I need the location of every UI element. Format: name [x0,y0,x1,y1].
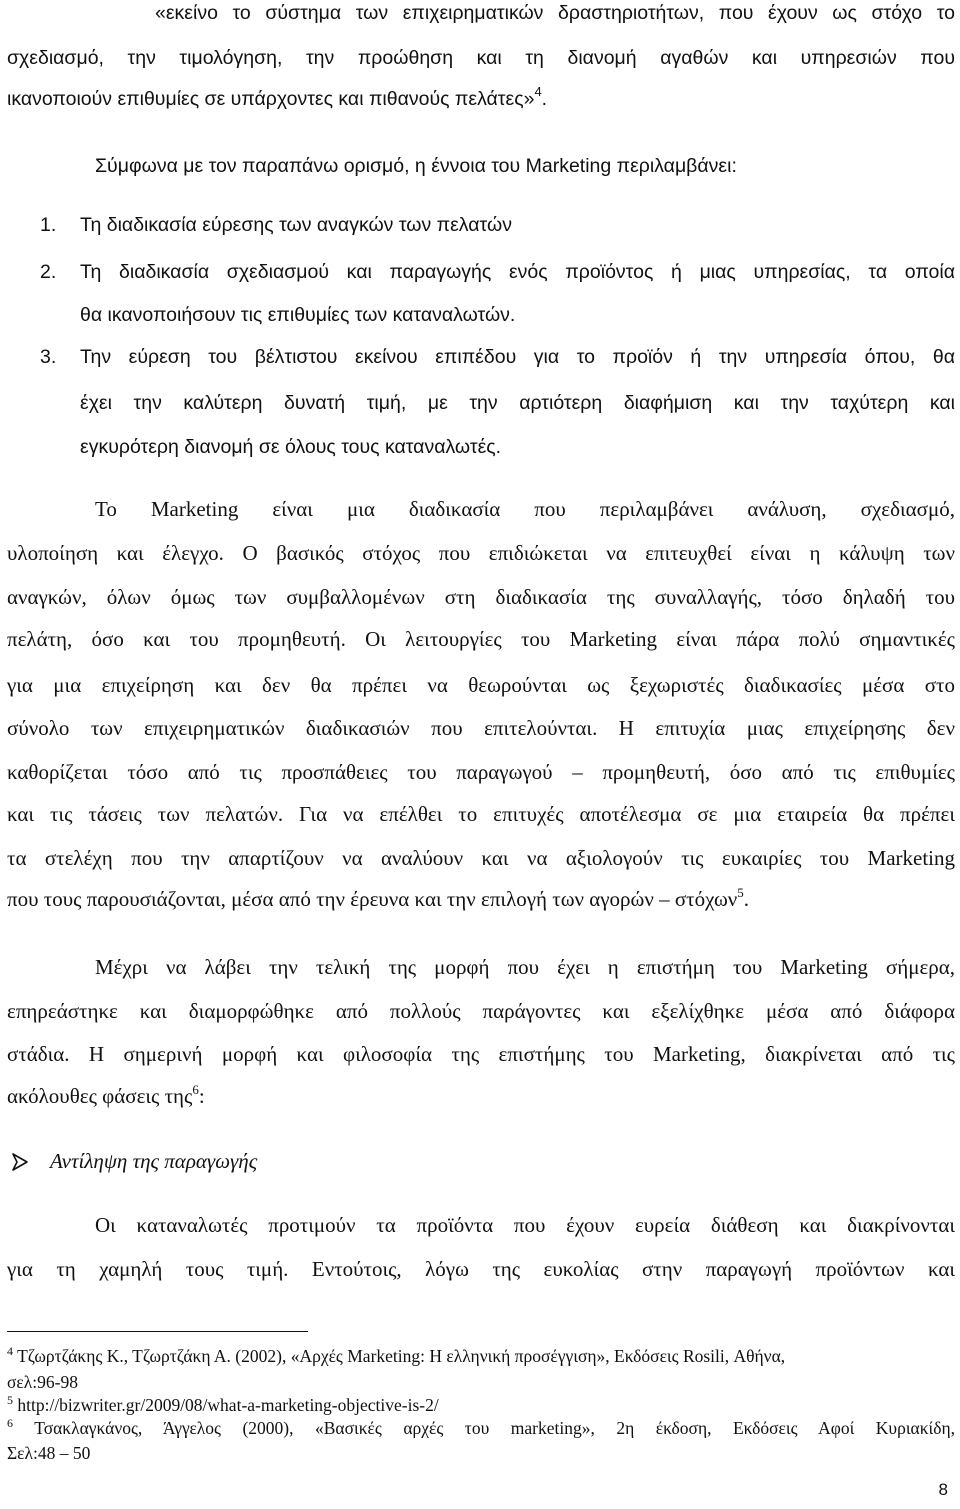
para1-line-5: για μια επιχείρηση και δεν θα πρέπει να θεωρούνται ως ξεχωριστές διαδικασίες μέσα στο [7,673,955,697]
list-item-3-number: 3. [40,346,57,368]
footnote-5-link[interactable]: http://bizwriter.gr/2009/08/what-a-marketing-objective-is-2/ [17,1395,439,1415]
para1-line-4: πελάτη, όσο και του προμηθευτή. Οι λειτουργίες του Marketing είναι πάρα πολύ σημαντικές [7,627,955,651]
intro-line: Σύμφωνα με τον παραπάνω ορισμό, η έννοια του Marketing περιλαμβάνει: [95,155,737,177]
footnote-6-line-2: Σελ:48 – 50 [7,1443,91,1463]
footnote-ref-5: 5 [737,885,744,900]
para3-line-1: Οι καταναλωτές προτιμούν τα προϊόντα που έχουν ευρεία διάθεση και διακρίνονται [95,1213,955,1237]
arrow-bullet-icon [10,1152,30,1172]
para2-line-4: ακόλουθες φάσεις της$^6$: [7,1082,205,1108]
list-item-1-number: 1. [40,214,57,236]
para1-line-6: σύνολο των επιχειρηματικών διαδικασιών που επιτελούνται. Η επιτυχία μιας επιχείρησης δεν [7,716,955,740]
footnote-ref-6: 6 [192,1082,199,1097]
para1-line-10: που τους παρουσιάζονται, μέσα από την έρευνα και την επιλογή των αγορών – στόχων$^5$. [7,885,750,911]
footnote-4-line-2: σελ:96-98 [7,1372,78,1392]
quote-line-2: σχεδιασμό, την τιμολόγηση, την προώθηση και τη διανομή αγαθών και υπηρεσιών που [7,47,955,69]
para3-line-2: για τη χαμηλή τους τιμή. Εντούτοις, λόγω της ευκολίας στην παραγωγή προϊόντων και [7,1257,955,1281]
list-item-3-line-1: Την εύρεση του βέλτιστου εκείνου επιπέδου για το προϊόν ή την υπηρεσία όπου, θα [80,346,955,368]
quote-line-1: «εκείνο το σύστημα των επιχειρηματικών δραστηριοτήτων, που έχουν ως στόχο το [155,2,955,24]
para2-line-3: στάδια. Η σημερινή μορφή και φιλοσοφία της επιστήμης του Marketing, διακρίνεται από τις [7,1042,955,1066]
list-item-2-number: 2. [40,261,57,283]
list-item-2-line-1: Τη διαδικασία σχεδιασμού και παραγωγής ενός προϊόντος ή μιας υπηρεσίας, τα οποία [80,261,955,283]
para1-line-3: αναγκών, όλων όμως των συμβαλλομένων στη διαδικασία της συναλλαγής, τόσο δηλαδή του [7,585,955,609]
footnote-4-line-1: $^4$ Τζωρτζάκης Κ., Τζωρτζάκη Α. (2002), «Αρχές Marketing: Η ελληνική προσέγγιση», Εκδόσεις Rosili, Αθήνα, [7,1344,786,1366]
para1-line-2: υλοποίηση και έλεγχο. Ο βασικός στόχος που επιδιώκεται να επιτευχθεί είναι η κάλυψη των [7,541,955,565]
footnote-ref-4: 4 [534,84,542,99]
footnote-6-line-1: $^6$ Τσακλαγκάνος, Άγγελος (2000), «Βασικές αρχές του marketing», 2η έκδοση, Εκδόσεις Αφοί Κυριακίδη, [7,1416,955,1438]
list-item-2-line-2: θα ικανοποιήσουν τις επιθυμίες των καταναλωτών. [80,304,516,326]
list-item-3-line-2: έχει την καλύτερη δυνατή τιμή, με την αρτιότερη διαφήμιση και την ταχύτερη και [80,392,955,414]
page-number: 8 [938,1480,948,1499]
footnote-5: $^5$ http://bizwriter.gr/2009/08/what-a-marketing-objective-is-2/ [7,1393,439,1415]
quote-line-3: ικανοποιούν επιθυμίες σε υπάρχοντες και πιθανούς πελάτες»$^4$. [7,84,548,110]
bullet-heading: Αντίληψη της παραγωγής [50,1149,258,1173]
para1-line-9: τα στελέχη που την απαρτίζουν να αναλύουν και να αξιολογούν τις ευκαιρίες του Marketing [7,846,955,870]
para2-line-2: επηρεάστηκε και διαμορφώθηκε από πολλούς παράγοντες και εξελίχθηκε μέσα από διάφορα [7,999,955,1023]
para1-line-7: καθορίζεται τόσο από τις προσπάθειες του παραγωγού – προμηθευτή, όσο από τις επιθυμίες [7,760,955,784]
footnote-separator [7,1331,308,1332]
list-item-3-line-3: εγκυρότερη διανομή σε όλους τους καταναλωτές. [80,436,502,458]
para1-line-8: και τις τάσεις των πελατών. Για να επέλθει το επιτυχές αποτέλεσμα σε μια εταιρεία θα πρέπει [7,802,955,826]
list-item-1-text: Τη διαδικασία εύρεσης των αναγκών των πελατών [80,214,512,236]
para2-line-1: Μέχρι να λάβει την τελική της μορφή που έχει η επιστήμη του Marketing σήμερα, [95,955,955,979]
para1-line-1: Το Marketing είναι μια διαδικασία που περιλαμβάνει ανάλυση, σχεδιασμό, [95,497,955,521]
